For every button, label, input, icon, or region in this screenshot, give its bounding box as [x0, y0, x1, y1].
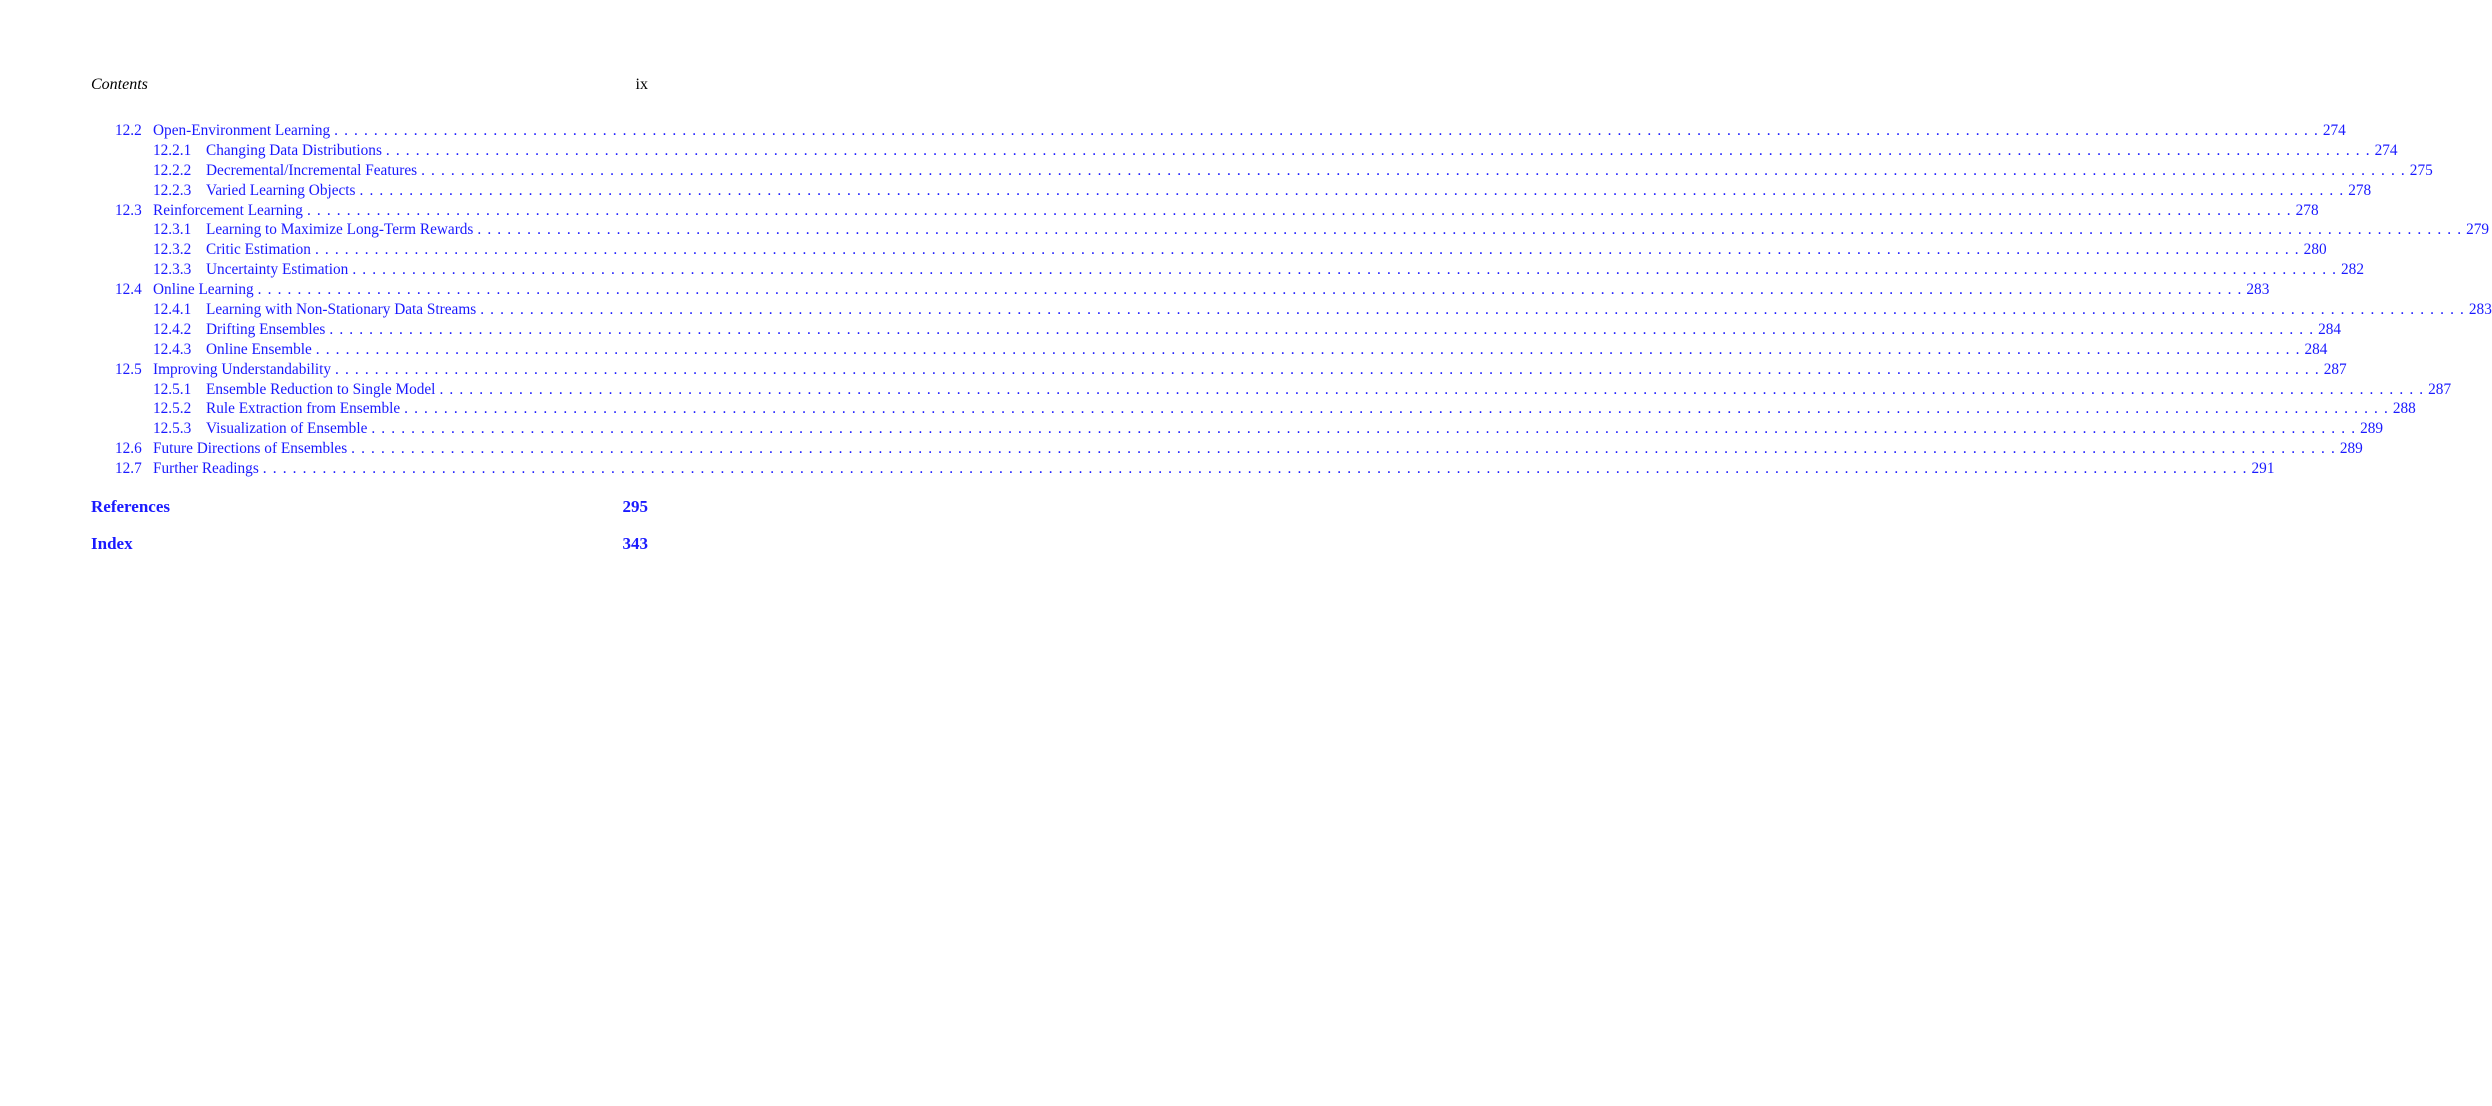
- toc-entry-index[interactable]: [91, 532, 648, 556]
- toc-entry-page: 283: [2246, 281, 2270, 299]
- toc-entry[interactable]: [91, 419, 2384, 439]
- toc-entry-number: 12.5.2: [153, 400, 192, 418]
- dot-leader: . . . . . . . . . . . . . . . . . . . . . . . . . . . . . . . . . . . . . . . . . . . . . . . . . . . . . . . . . . . . . . . . . . . . . . . . . . . . . . . . . . . . . . . . . . . . . . . . . . . . . . . . . . . . . . . . . . . . . . . . . . . . . . . . . . . . . . . . . . . . . . . . . . . . . . . . . . . . . . . . . . . . . . . . . . . . . . . . . . . . . . . . . . . . . . . . . . . . . . . .: [371, 420, 2356, 438]
- toc-entry-line: [153, 300, 2492, 320]
- toc-entry-line: [153, 240, 2327, 260]
- dot-leader: . . . . . . . . . . . . . . . . . . . . . . . . . . . . . . . . . . . . . . . . . . . . . . . . . . . . . . . . . . . . . . . . . . . . . . . . . . . . . . . . . . . . . . . . . . . . . . . . . . . . . . . . . . . . . . . . . . . . . . . . . . . . . . . . . . . . . . . . . . . . . . . . . . . . . . . . . . . . . . . . . . . . . . . . . . . . . . . . . . . . . . . . . . . . . . . . . . . . . . . .: [477, 221, 2462, 239]
- toc-entry-line: [115, 439, 2363, 459]
- toc-entry[interactable]: [91, 300, 2492, 320]
- toc-entry-page: 275: [2409, 161, 2433, 179]
- toc-entry-page: 343: [622, 534, 648, 553]
- dot-leader: . . . . . . . . . . . . . . . . . . . . . . . . . . . . . . . . . . . . . . . . . . . . . . . . . . . . . . . . . . . . . . . . . . . . . . . . . . . . . . . . . . . . . . . . . . . . . . . . . . . . . . . . . . . . . . . . . . . . . . . . . . . . . . . . . . . . . . . . . . . . . . . . . . . . . . . . . . . . . . . . . . . . . . . . . . . . . . . . . . . . . . . . . . . . . . . . . . . . . . . .: [314, 241, 2299, 259]
- toc-entry-title: Index: [91, 534, 133, 553]
- toc-entry[interactable]: [91, 459, 2275, 479]
- toc-entry-number: 12.4.3: [153, 340, 192, 358]
- toc-entry-line: [115, 459, 2275, 479]
- toc-entry-line: [153, 399, 2416, 419]
- toc-entry-line: [153, 220, 2490, 240]
- table-of-contents: [91, 121, 2492, 479]
- toc-entry[interactable]: [91, 320, 2342, 340]
- toc-entry[interactable]: [91, 439, 2363, 459]
- toc-entry-number: 12.3.2: [153, 241, 192, 259]
- toc-entry-page: 287: [2323, 360, 2347, 378]
- toc-entry-page: 288: [2392, 400, 2416, 418]
- toc-entry-page: 283: [2468, 301, 2492, 319]
- toc-entry-title: Ensemble Reduction to Single Model: [206, 380, 436, 398]
- toc-entry-title: Visualization of Ensemble: [206, 420, 368, 438]
- toc-entry-title: Critic Estimation: [206, 241, 311, 259]
- toc-entry-number: 12.5.3: [153, 420, 192, 438]
- toc-entry[interactable]: [91, 280, 2270, 300]
- toc-entry[interactable]: [91, 399, 2416, 419]
- toc-entry[interactable]: [91, 360, 2347, 380]
- toc-entry-title: References: [91, 497, 170, 516]
- toc-entry-line: [115, 280, 2270, 300]
- dot-leader: . . . . . . . . . . . . . . . . . . . . . . . . . . . . . . . . . . . . . . . . . . . . . . . . . . . . . . . . . . . . . . . . . . . . . . . . . . . . . . . . . . . . . . . . . . . . . . . . . . . . . . . . . . . . . . . . . . . . . . . . . . . . . . . . . . . . . . . . . . . . . . . . . . . . . . . . . . . . . . . . . . . . . . . . . . . . . . . . . . . . . . . . . . . . . . . . . . . . . . . .: [329, 320, 2314, 338]
- toc-entry-number: 12.3: [115, 201, 142, 219]
- toc-entry-number: 12.2.1: [153, 141, 192, 159]
- toc-entry-line: [153, 380, 2452, 400]
- toc-entry-number: 12.7: [115, 460, 142, 478]
- toc-entry-line: [153, 141, 2398, 161]
- toc-entry-line: [153, 181, 2372, 201]
- toc-entry-line: [115, 201, 2319, 221]
- toc-entry-page: 282: [2341, 261, 2364, 279]
- toc-entry-number: 12.6: [115, 440, 142, 458]
- toc-entry[interactable]: [91, 380, 2452, 400]
- toc-entry-page: 278: [2348, 181, 2372, 199]
- dot-leader: . . . . . . . . . . . . . . . . . . . . . . . . . . . . . . . . . . . . . . . . . . . . . . . . . . . . . . . . . . . . . . . . . . . . . . . . . . . . . . . . . . . . . . . . . . . . . . . . . . . . . . . . . . . . . . . . . . . . . . . . . . . . . . . . . . . . . . . . . . . . . . . . . . . . . . . . . . . . . . . . . . . . . . . . . . . . . . . . . . . . . . . . . . . . . . . . . . . . . . . .: [315, 340, 2300, 358]
- running-head: [91, 76, 648, 98]
- toc-entry-title: Uncertainty Estimation: [206, 261, 349, 279]
- toc-entry[interactable]: [91, 260, 2364, 280]
- dot-leader: . . . . . . . . . . . . . . . . . . . . . . . . . . . . . . . . . . . . . . . . . . . . . . . . . . . . . . . . . . . . . . . . . . . . . . . . . . . . . . . . . . . . . . . . . . . . . . . . . . . . . . . . . . . . . . . . . . . . . . . . . . . . . . . . . . . . . . . . . . . . . . . . . . . . . . . . . . . . . . . . . . . . . . . . . . . . . . . . . . . . . . . . . . . . . . . . . . . . . . . .: [334, 122, 2318, 139]
- toc-entry-number: 12.3.3: [153, 261, 192, 279]
- dot-leader: . . . . . . . . . . . . . . . . . . . . . . . . . . . . . . . . . . . . . . . . . . . . . . . . . . . . . . . . . . . . . . . . . . . . . . . . . . . . . . . . . . . . . . . . . . . . . . . . . . . . . . . . . . . . . . . . . . . . . . . . . . . . . . . . . . . . . . . . . . . . . . . . . . . . . . . . . . . . . . . . . . . . . . . . . . . . . . . . . . . . . . . . . . . . . . . . . . . . . . . .: [421, 161, 2405, 179]
- toc-entry-page: 280: [2303, 241, 2327, 259]
- dot-leader: . . . . . . . . . . . . . . . . . . . . . . . . . . . . . . . . . . . . . . . . . . . . . . . . . . . . . . . . . . . . . . . . . . . . . . . . . . . . . . . . . . . . . . . . . . . . . . . . . . . . . . . . . . . . . . . . . . . . . . . . . . . . . . . . . . . . . . . . . . . . . . . . . . . . . . . . . . . . . . . . . . . . . . . . . . . . . . . . . . . . . . . . . . . . . . . . . . . . . . . .: [480, 301, 2464, 319]
- toc-entry-page: 295: [622, 497, 648, 516]
- dot-leader: . . . . . . . . . . . . . . . . . . . . . . . . . . . . . . . . . . . . . . . . . . . . . . . . . . . . . . . . . . . . . . . . . . . . . . . . . . . . . . . . . . . . . . . . . . . . . . . . . . . . . . . . . . . . . . . . . . . . . . . . . . . . . . . . . . . . . . . . . . . . . . . . . . . . . . . . . . . . . . . . . . . . . . . . . . . . . . . . . . . . . . . . . . . . . . . . . . . . . . . .: [352, 261, 2336, 279]
- dot-leader: . . . . . . . . . . . . . . . . . . . . . . . . . . . . . . . . . . . . . . . . . . . . . . . . . . . . . . . . . . . . . . . . . . . . . . . . . . . . . . . . . . . . . . . . . . . . . . . . . . . . . . . . . . . . . . . . . . . . . . . . . . . . . . . . . . . . . . . . . . . . . . . . . . . . . . . . . . . . . . . . . . . . . . . . . . . . . . . . . . . . . . . . . . . . . . . . . . . . . . . .: [306, 201, 2291, 219]
- toc-entry[interactable]: [91, 121, 2346, 141]
- toc-entry-number: 12.2.2: [153, 161, 192, 179]
- toc-entry-title: Decremental/Incremental Features: [206, 161, 418, 179]
- toc-entry-line: [153, 340, 2328, 360]
- running-head-title: Contents: [91, 76, 148, 93]
- toc-entry-number: 12.4: [115, 281, 142, 299]
- toc-entry-number: 12.2.3: [153, 181, 192, 199]
- toc-entry-title: Further Readings: [153, 460, 259, 478]
- toc-entry[interactable]: [91, 220, 2490, 240]
- toc-entry-number: 12.5.1: [153, 380, 192, 398]
- toc-entry-page: 289: [2360, 420, 2384, 438]
- toc-entry[interactable]: [91, 161, 2433, 181]
- dot-leader: . . . . . . . . . . . . . . . . . . . . . . . . . . . . . . . . . . . . . . . . . . . . . . . . . . . . . . . . . . . . . . . . . . . . . . . . . . . . . . . . . . . . . . . . . . . . . . . . . . . . . . . . . . . . . . . . . . . . . . . . . . . . . . . . . . . . . . . . . . . . . . . . . . . . . . . . . . . . . . . . . . . . . . . . . . . . . . . . . . . . . . . . . . . . . . . . . . . . . . . .: [385, 141, 2370, 159]
- toc-entry-line: [115, 121, 2346, 141]
- toc-entry-title: Rule Extraction from Ensemble: [206, 400, 401, 418]
- dot-leader: . . . . . . . . . . . . . . . . . . . . . . . . . . . . . . . . . . . . . . . . . . . . . . . . . . . . . . . . . . . . . . . . . . . . . . . . . . . . . . . . . . . . . . . . . . . . . . . . . . . . . . . . . . . . . . . . . . . . . . . . . . . . . . . . . . . . . . . . . . . . . . . . . . . . . . . . . . . . . . . . . . . . . . . . . . . . . . . . . . . . . . . . . . . . . . . . . . . . . . . .: [351, 440, 2335, 458]
- toc-entry-title: Varied Learning Objects: [206, 181, 356, 199]
- toc-entry[interactable]: [91, 201, 2319, 221]
- dot-leader: . . . . . . . . . . . . . . . . . . . . . . . . . . . . . . . . . . . . . . . . . . . . . . . . . . . . . . . . . . . . . . . . . . . . . . . . . . . . . . . . . . . . . . . . . . . . . . . . . . . . . . . . . . . . . . . . . . . . . . . . . . . . . . . . . . . . . . . . . . . . . . . . . . . . . . . . . . . . . . . . . . . . . . . . . . . . . . . . . . . . . . . . . . . . . . . . . . . . . . . .: [439, 380, 2424, 398]
- toc-entry-line: [153, 161, 2433, 181]
- toc-entry-title: Learning with Non-Stationary Data Streams: [206, 301, 477, 319]
- toc-entry[interactable]: [91, 340, 2328, 360]
- toc-entry-title: Improving Understandability: [153, 360, 332, 378]
- toc-entry-title: Open-Environment Learning: [153, 122, 331, 139]
- toc-entry-page: 289: [2339, 440, 2363, 458]
- toc-entry-page: 287: [2428, 380, 2452, 398]
- toc-entry-number: 12.3.1: [153, 221, 192, 239]
- toc-entry-number: 12.2: [115, 122, 142, 139]
- dot-leader: . . . . . . . . . . . . . . . . . . . . . . . . . . . . . . . . . . . . . . . . . . . . . . . . . . . . . . . . . . . . . . . . . . . . . . . . . . . . . . . . . . . . . . . . . . . . . . . . . . . . . . . . . . . . . . . . . . . . . . . . . . . . . . . . . . . . . . . . . . . . . . . . . . . . . . . . . . . . . . . . . . . . . . . . . . . . . . . . . . . . . . . . . . . . . . . . . . . . . . . .: [404, 400, 2388, 418]
- toc-entry-title: Reinforcement Learning: [153, 201, 303, 219]
- toc-entry-line: [153, 260, 2364, 280]
- dot-leader: . . . . . . . . . . . . . . . . . . . . . . . . . . . . . . . . . . . . . . . . . . . . . . . . . . . . . . . . . . . . . . . . . . . . . . . . . . . . . . . . . . . . . . . . . . . . . . . . . . . . . . . . . . . . . . . . . . . . . . . . . . . . . . . . . . . . . . . . . . . . . . . . . . . . . . . . . . . . . . . . . . . . . . . . . . . . . . . . . . . . . . . . . . . . . . . . . . . . . . . .: [359, 181, 2344, 199]
- toc-entry-line: [115, 360, 2347, 380]
- toc-entry-title: Changing Data Distributions: [206, 141, 382, 159]
- toc-entry[interactable]: [91, 240, 2327, 260]
- toc-entry-page: 284: [2318, 320, 2342, 338]
- toc-entry[interactable]: [91, 141, 2398, 161]
- toc-entry-line: [153, 419, 2384, 439]
- toc-entry-line: [153, 320, 2342, 340]
- toc-entry-title: Learning to Maximize Long-Term Rewards: [206, 221, 474, 239]
- toc-entry-title: Online Learning: [153, 281, 254, 299]
- toc-entry-number: 12.4.1: [153, 301, 192, 319]
- toc-entry-title: Future Directions of Ensembles: [153, 440, 348, 458]
- dot-leader: . . . . . . . . . . . . . . . . . . . . . . . . . . . . . . . . . . . . . . . . . . . . . . . . . . . . . . . . . . . . . . . . . . . . . . . . . . . . . . . . . . . . . . . . . . . . . . . . . . . . . . . . . . . . . . . . . . . . . . . . . . . . . . . . . . . . . . . . . . . . . . . . . . . . . . . . . . . . . . . . . . . . . . . . . . . . . . . . . . . . . . . . . . . . . . . . . . . . . . . .: [335, 360, 2319, 378]
- toc-entry-page: 278: [2295, 201, 2319, 219]
- toc-entry-page: 291: [2251, 460, 2275, 478]
- toc-entry-references[interactable]: [91, 495, 648, 519]
- toc-entry-number: 12.5: [115, 360, 142, 378]
- toc-entry-number: 12.4.2: [153, 320, 192, 338]
- toc-entry-title: Online Ensemble: [206, 340, 312, 358]
- toc-entry-title: Drifting Ensembles: [206, 320, 326, 338]
- toc-entry-page: 274: [2374, 141, 2398, 159]
- toc-entry-page: 284: [2304, 340, 2328, 358]
- dot-leader: . . . . . . . . . . . . . . . . . . . . . . . . . . . . . . . . . . . . . . . . . . . . . . . . . . . . . . . . . . . . . . . . . . . . . . . . . . . . . . . . . . . . . . . . . . . . . . . . . . . . . . . . . . . . . . . . . . . . . . . . . . . . . . . . . . . . . . . . . . . . . . . . . . . . . . . . . . . . . . . . . . . . . . . . . . . . . . . . . . . . . . . . . . . . . . . . . . . . . . . .: [262, 460, 2247, 478]
- toc-entry-page: 279: [2466, 221, 2490, 239]
- toc-entry-page: 274: [2322, 122, 2346, 139]
- dot-leader: . . . . . . . . . . . . . . . . . . . . . . . . . . . . . . . . . . . . . . . . . . . . . . . . . . . . . . . . . . . . . . . . . . . . . . . . . . . . . . . . . . . . . . . . . . . . . . . . . . . . . . . . . . . . . . . . . . . . . . . . . . . . . . . . . . . . . . . . . . . . . . . . . . . . . . . . . . . . . . . . . . . . . . . . . . . . . . . . . . . . . . . . . . . . . . . . . . . . . . . .: [257, 281, 2242, 299]
- toc-entry[interactable]: [91, 181, 2372, 201]
- page-number: ix: [635, 76, 648, 93]
